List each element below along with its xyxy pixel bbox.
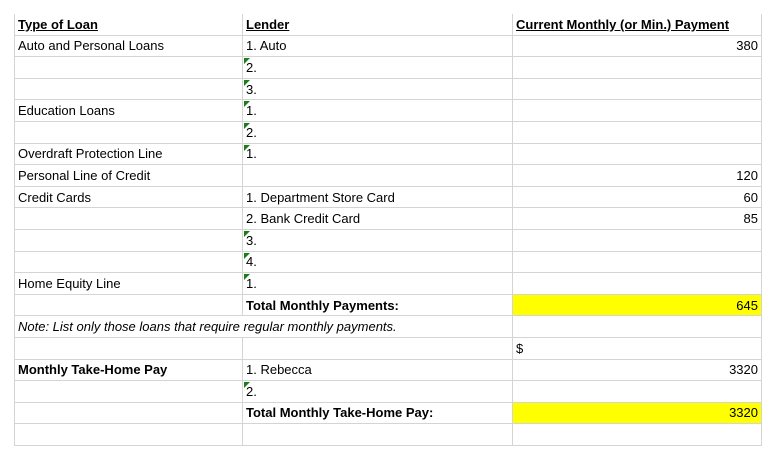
loan-payment-cell[interactable] [513, 273, 762, 295]
total-payments-row [14, 295, 762, 317]
error-indicator-icon [244, 80, 250, 86]
loan-type-cell[interactable] [14, 187, 243, 209]
empty-row [14, 424, 762, 446]
loan-type-cell[interactable] [14, 252, 243, 274]
take-home-rows [14, 360, 762, 403]
total-take-home-empty-cell[interactable] [14, 403, 243, 425]
loan-lender-label: 3. [246, 232, 257, 248]
error-indicator-icon [244, 123, 250, 129]
total-take-home-value[interactable]: 3320 [513, 403, 762, 425]
error-indicator-icon [244, 274, 250, 280]
loan-row [14, 165, 762, 187]
note-empty-cell[interactable] [513, 316, 762, 338]
error-indicator-icon [244, 101, 250, 107]
loan-type-label: Personal Line of Credit [18, 167, 151, 183]
take-home-payment-cell[interactable] [513, 360, 762, 382]
loan-row [14, 57, 762, 79]
loan-lender-cell[interactable] [243, 165, 513, 187]
take-home-payment-cell[interactable] [513, 381, 762, 403]
take-home-lender-label: 1. Rebecca [246, 362, 312, 378]
loan-type-cell[interactable] [14, 165, 243, 187]
currency-empty-cell-1[interactable] [14, 338, 243, 360]
loan-type-cell[interactable] [14, 122, 243, 144]
loan-lender-label: 1. [246, 275, 257, 291]
loan-type-cell[interactable] [14, 144, 243, 166]
loan-type-cell[interactable] [14, 36, 243, 58]
loan-type-label: Credit Cards [18, 189, 91, 205]
total-take-home-row [14, 403, 762, 425]
loan-lender-label: 2. [246, 59, 257, 75]
currency-row [14, 338, 762, 360]
loan-lender-label: 4. [246, 254, 257, 270]
take-home-lender-cell[interactable] [243, 381, 513, 403]
header-type-of-loan[interactable]: Type of Loan [14, 14, 243, 36]
loan-payment-value: 380 [736, 38, 758, 54]
take-home-lender-label: 2. [246, 383, 257, 399]
loan-payment-cell[interactable] [513, 36, 762, 58]
loan-lender-label: 3. [246, 81, 257, 97]
loan-type-cell[interactable] [14, 100, 243, 122]
loan-payment-cell[interactable] [513, 79, 762, 101]
empty-cell-1[interactable] [14, 424, 243, 446]
error-indicator-icon [244, 253, 250, 259]
loan-lender-cell[interactable] [243, 252, 513, 274]
loan-type-label: Overdraft Protection Line [18, 146, 163, 162]
loan-rows [14, 36, 762, 295]
loan-row [14, 208, 762, 230]
loan-row [14, 36, 762, 58]
loan-payment-cell[interactable] [513, 208, 762, 230]
empty-cell-3[interactable] [513, 424, 762, 446]
loan-lender-cell[interactable] [243, 230, 513, 252]
error-indicator-icon [244, 231, 250, 237]
header-payment[interactable]: Current Monthly (or Min.) Payment [513, 14, 762, 36]
currency-symbol-cell[interactable]: $ [513, 338, 762, 360]
loan-row [14, 100, 762, 122]
loan-type-cell[interactable] [14, 273, 243, 295]
loan-row [14, 273, 762, 295]
take-home-type-cell[interactable] [14, 360, 243, 382]
loan-payment-value: 85 [743, 211, 758, 227]
header-row [14, 14, 762, 36]
loan-type-cell[interactable] [14, 79, 243, 101]
loan-row [14, 187, 762, 209]
note-row [14, 316, 762, 338]
loan-lender-cell[interactable] [243, 144, 513, 166]
take-home-row [14, 381, 762, 403]
loan-payment-cell[interactable] [513, 230, 762, 252]
take-home-type-label: Monthly Take-Home Pay [18, 362, 168, 378]
error-indicator-icon [244, 382, 250, 388]
loan-lender-label: 1. [246, 146, 257, 162]
loan-type-label: Education Loans [18, 103, 115, 119]
error-indicator-icon [244, 145, 250, 151]
loan-lender-cell[interactable] [243, 273, 513, 295]
loan-row [14, 122, 762, 144]
total-payments-label[interactable]: Total Monthly Payments: [243, 295, 513, 317]
loan-type-label: Home Equity Line [18, 275, 121, 291]
loan-spreadsheet [14, 14, 762, 446]
loan-payment-value: 120 [736, 167, 758, 183]
total-payments-empty-cell[interactable] [14, 295, 243, 317]
currency-empty-cell-2[interactable] [243, 338, 513, 360]
take-home-lender-cell[interactable] [243, 360, 513, 382]
loan-row [14, 230, 762, 252]
take-home-type-cell[interactable] [14, 381, 243, 403]
loan-lender-cell[interactable] [243, 36, 513, 58]
loan-type-label: Auto and Personal Loans [18, 38, 164, 54]
loan-lender-label: 2. [246, 124, 257, 140]
total-take-home-label[interactable]: Total Monthly Take-Home Pay: [243, 403, 513, 425]
loan-payment-cell[interactable] [513, 100, 762, 122]
loan-payment-value: 60 [743, 189, 758, 205]
total-payments-value[interactable]: 645 [513, 295, 762, 317]
loan-row [14, 79, 762, 101]
take-home-row [14, 360, 762, 382]
loan-lender-cell[interactable] [243, 208, 513, 230]
loan-payment-cell[interactable] [513, 165, 762, 187]
note-cell[interactable]: Note: List only those loans that require regular monthly payments. [14, 316, 513, 338]
loan-payment-cell[interactable] [513, 144, 762, 166]
loan-lender-cell[interactable] [243, 57, 513, 79]
header-lender[interactable]: Lender [243, 14, 513, 36]
loan-payment-cell[interactable] [513, 252, 762, 274]
loan-lender-label: 1. [246, 103, 257, 119]
loan-row [14, 144, 762, 166]
loan-payment-cell[interactable] [513, 57, 762, 79]
loan-payment-cell[interactable] [513, 122, 762, 144]
loan-type-cell[interactable] [14, 208, 243, 230]
loan-lender-label: 1. Auto [246, 38, 287, 54]
loan-lender-cell[interactable] [243, 79, 513, 101]
loan-lender-label: 1. Department Store Card [246, 189, 395, 205]
loan-lender-cell[interactable] [243, 100, 513, 122]
empty-cell-2[interactable] [243, 424, 513, 446]
loan-lender-cell[interactable] [243, 122, 513, 144]
loan-type-cell[interactable] [14, 230, 243, 252]
loan-row [14, 252, 762, 274]
take-home-payment-value: 3320 [729, 362, 758, 378]
error-indicator-icon [244, 58, 250, 64]
loan-lender-label: 2. Bank Credit Card [246, 211, 361, 227]
loan-type-cell[interactable] [14, 57, 243, 79]
loan-lender-cell[interactable] [243, 187, 513, 209]
loan-payment-cell[interactable] [513, 187, 762, 209]
